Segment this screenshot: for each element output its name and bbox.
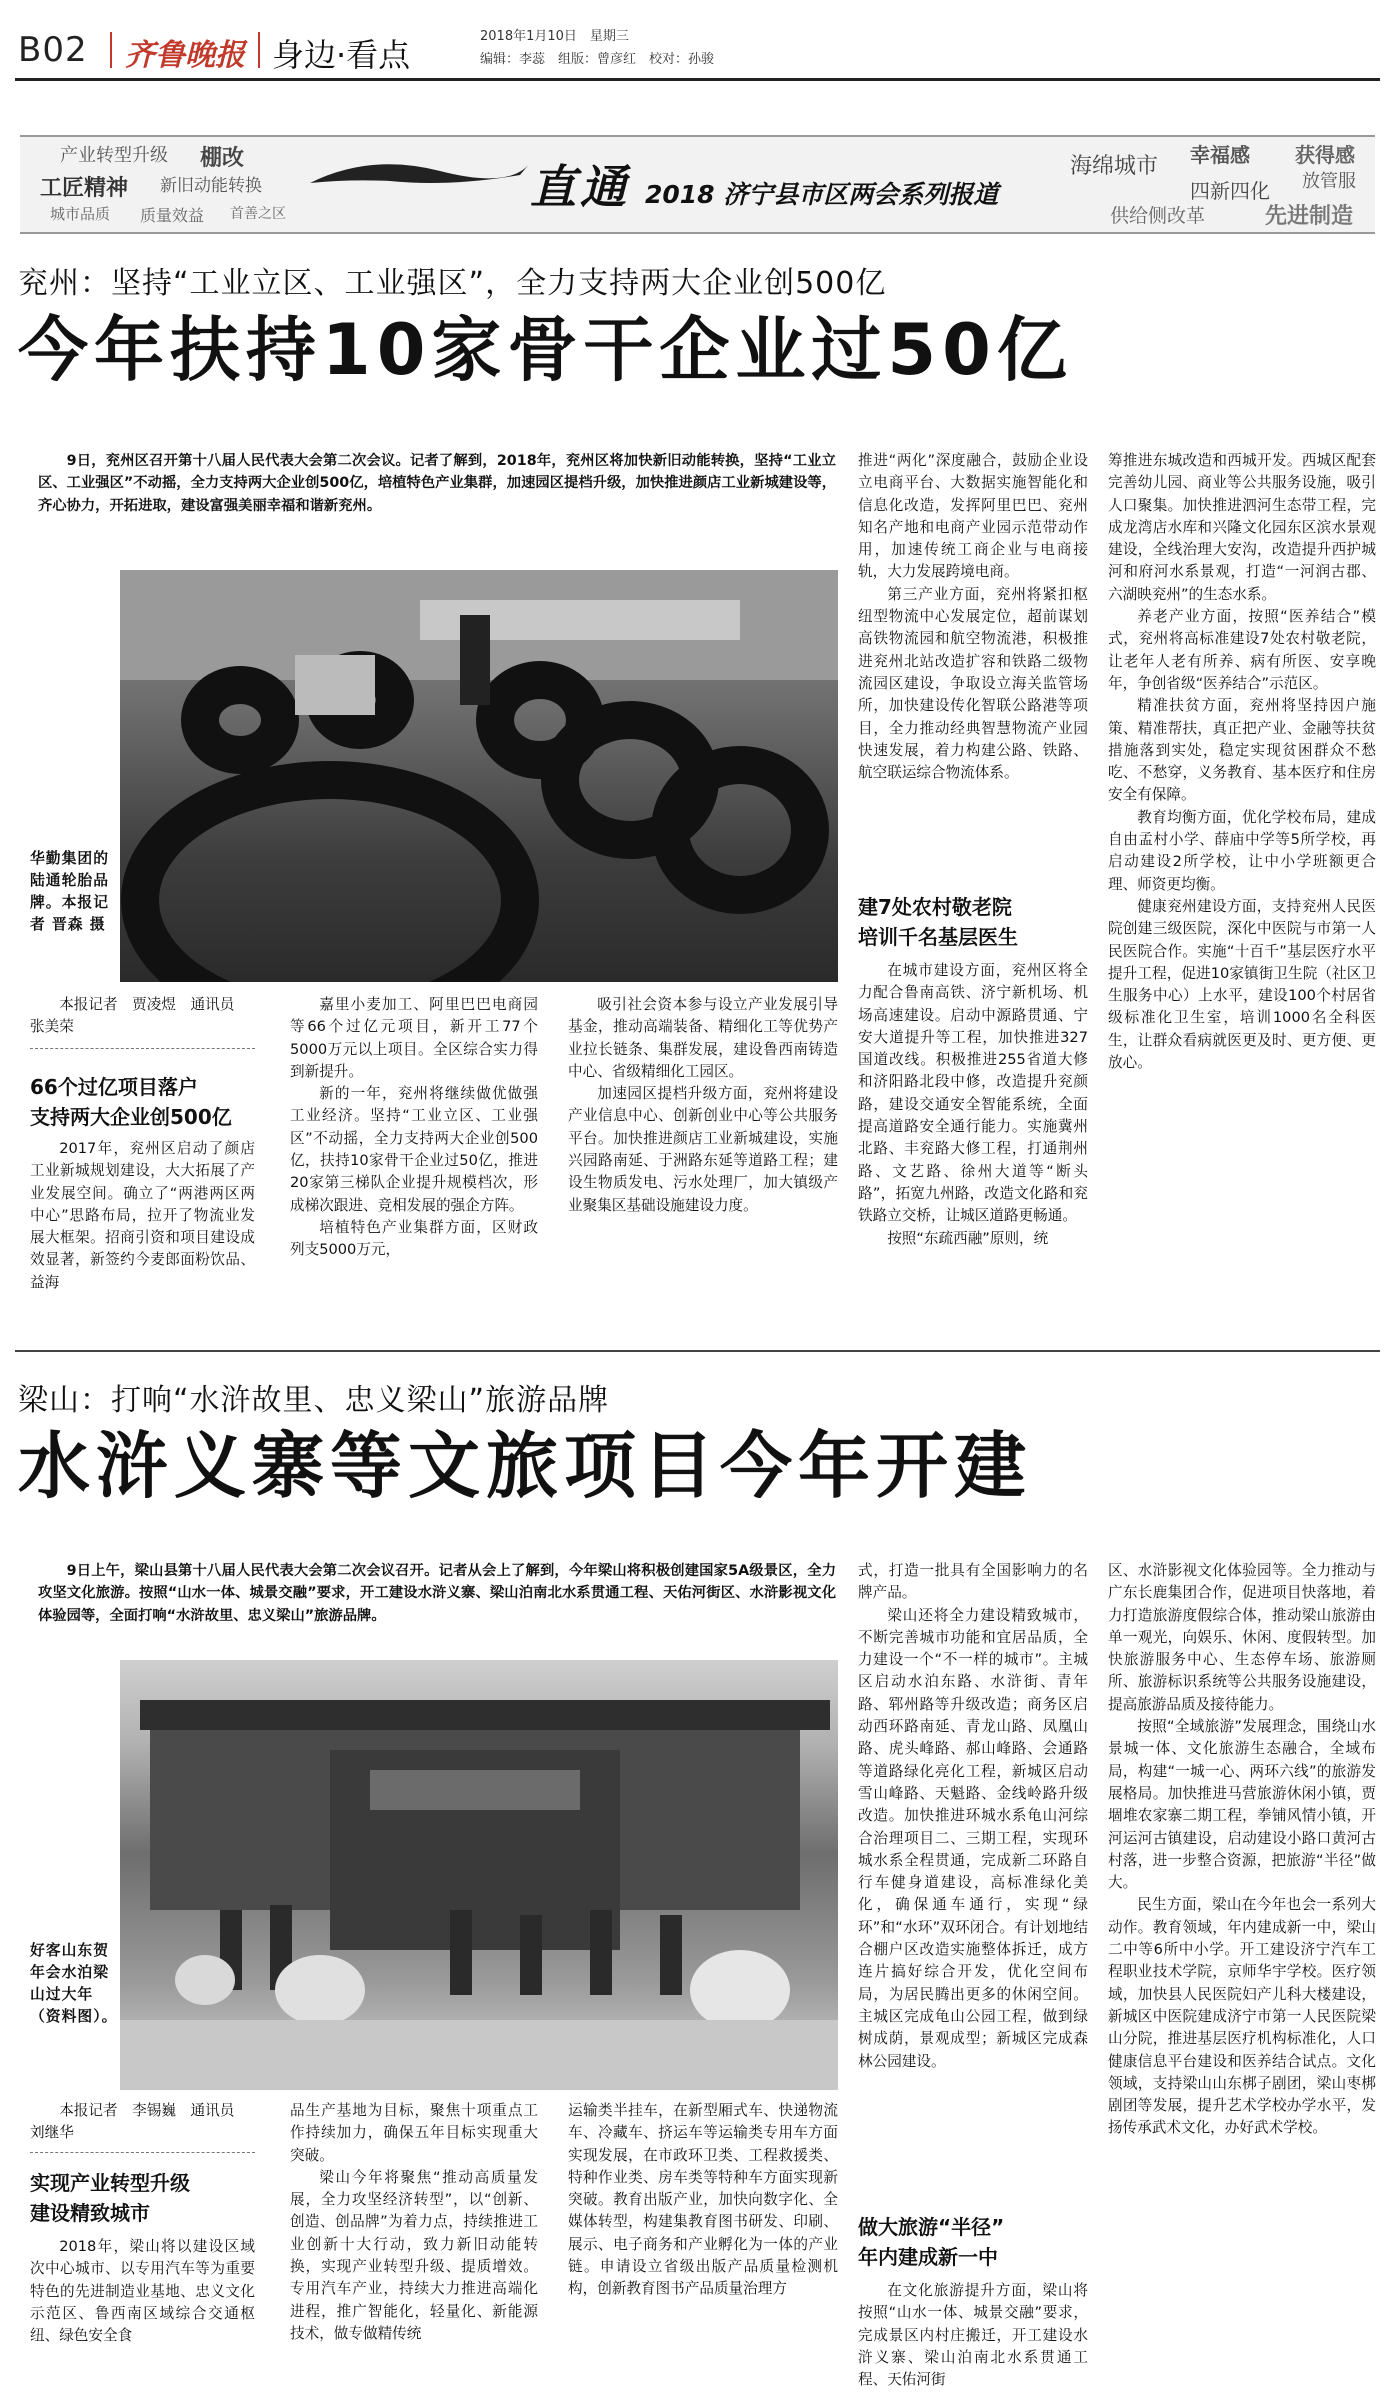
story1-kicker: 兖州：坚持“工业立区、工业强区”，全力支持两大企业创500亿 xyxy=(18,266,887,301)
story1-lead: 9日，兖州区召开第十八届人民代表大会第二次会议。记者了解到，2018年，兖州区将加快新旧动能转换，坚持“工业立区、工业强区”不动摇，全力支持两大企业创500亿，培植特色产业集群，加速园区提档升级，加快推进颜店工业新城建设等，齐心协力，开拓进取，建设富强美丽幸福和谐新兖州。 xyxy=(38,453,836,514)
page-number: B02 xyxy=(18,30,88,70)
story2-lead: 9日上午，梁山县第十八届人民代表大会第二次会议召开。记者从会上了解到，今年梁山将积极创建国家5A级景区，全力攻坚文化旅游。按照“山水一体、城景交融”要求，开工建设水浒义寨、梁山泊南北水系贯通工程、天佑河街区、水浒影视文化体验园等，全面打响“水浒故里、忠义梁山”旅游品牌。 xyxy=(38,1563,836,1624)
story2-subhead-tourism: 做大旅游“半径” 年内建成新一中 xyxy=(858,2215,1005,2269)
section-title: 身边·看点 xyxy=(272,36,411,74)
editor-credits: 编辑：李蕊 组版：曾彦红 校对：孙骏 xyxy=(480,52,715,67)
gate-lion-dance-illustration xyxy=(120,1660,838,2090)
story2-col4b: 在文化旅游提升方面，梁山将按照“山水一体、城景交融”要求，完成景区内村庄搬迁，开工建设水浒义寨、梁山泊南北水系贯通工程、天佑河街 xyxy=(858,2282,1088,2388)
page-header xyxy=(0,0,1394,80)
story2-col2: 品生产基地为目标，聚焦十项重点工作持续加力，确保五年目标实现重大突破。 梁山今年将聚焦“推动高质量发展，全力攻坚经济转型”，以“创新、创造、创品牌”为着力点，持续推进工业创新十大行动，致力新旧动能转换，实现产业转型升级、提质增效。专用汽车产业，持续大力推进高端化进程，推广智能化，轻量化、新能源技术，做专做精传统 xyxy=(290,2102,538,2342)
banner-title: 2018 济宁县市区两会系列报道 xyxy=(645,180,999,209)
story1-photo-tires xyxy=(120,570,838,982)
story1-subhead-elderly: 建7处农村敬老院 培训千名基层医生 xyxy=(858,895,1018,949)
story2-photo-liangshan xyxy=(120,1660,838,2090)
story2-col1: 2018年，梁山将以建设区域次中心城市、以专用汽车等为重要特色的先进制造业基地、忠义文化示范区、鲁西南区域综合交通枢纽、绿色安全食 xyxy=(30,2238,255,2345)
story1-col5: 筹推进东城改造和西城开发。西城区配套完善幼儿园、商业等公共服务设施，吸引人口聚集。加快推进泗河生态带工程，完成龙湾店水库和兴隆文化园东区滨水景观建设，全线治理大安沟，改造提升西护城河和府河水系景观，打造“一河润古郡、六湖映兖州”的生态水系。 养老产业方面，按照“医养结合”模式，兖州将高标准建设7处农村敬老院，让老年人老有所养、病有所医、安享晚年，争创省级“医养结合”示范区。 精准扶贫方面，兖州将坚持因户施策、精准帮扶，真正把产业、金融等扶贫措施落到实处，稳定实现贫困群众不愁吃、不愁穿，义务教育、基本医疗和住房安全有保障。 教育均衡方面，优化学校布局，建成自由孟村小学、薛庙中学等5所学校，再启动建设2所学校，让中小学班额更合理、师资更均衡。 健康兖州建设方面，支持兖州人民医院创建三级医院，深化中医院与市第一人民医院合作。实施“十百千”基层医疗水平提升工程，促进10家镇街卫生院（社区卫生服务中心）上水平，建设100个村居省级标准化卫生室，培训1000名全科医生，让群众看病就医更及时、更方便、更放心。 xyxy=(1108,452,1376,1072)
story1-col4b: 在城市建设方面，兖州区将全力配合鲁南高铁、济宁新机场、机场高速建设。启动中源路贯通、宁安大道提升等工程，加快推进327国道改线。积极推进255省道大修和济阳路北段中修，改造提升兖颜路，建设交通安全智能系统，全面提高道路安全通行能力。实施冀州北路、丰兖路大修工程，打通荆州路、文艺路、徐州大道等“断头路”，拓宽九州路，改造文化路和兖铁路立交桥，让城区道路更畅通。 按照“东疏西融”原则，统 xyxy=(858,962,1088,1247)
newspaper-logo: 齐鲁晚报 xyxy=(125,38,245,73)
story2-photo-caption: 好客山东贺年会水泊梁山过大年（资料图）。 xyxy=(30,1942,118,2025)
story1-subhead-projects: 66个过亿项目落户 支持两大企业创500亿 xyxy=(30,1075,232,1129)
story1-col1: 2017年，兖州区启动了颜店工业新城规划建设，大大拓展了产业发展空间。确立了“两港两区两中心”思路布局，拉开了物流业发展大框架。招商引资和项目建设成效显著，新签约今麦郎面粉饮品、益海 xyxy=(30,1140,255,1291)
story1-byline: 本报记者 贾凌煜 通讯员 张美荣 xyxy=(30,996,249,1035)
story1-photo-caption: 华勤集团的陆通轮胎品牌。本报记者 晋森 摄 xyxy=(30,850,109,933)
story2-kicker: 梁山：打响“水浒故里、忠义梁山”旅游品牌 xyxy=(18,1383,610,1418)
story1-col4: 推进“两化”深度融合，鼓励企业设立电商平台、大数据实施智能化和信息化改造，发挥阿里巴巴、兖州知名产地和电商产业园示范带动作用，加速传统工商企业与电商接轨，大力发展跨境电商。 第三产业方面，兖州将紧扣枢纽型物流中心发展定位，超前谋划高铁物流园和航空物流港，积极推进兖州北站改造扩容和铁路二级物流园区建设，争取设立海关监管场所，加快建设传化智联公路港等项目，全力推动经典智慧物流产业园快速发展，着力构建公路、铁路、航空联运综合物流体系。 xyxy=(858,452,1088,782)
banner-decoration xyxy=(310,153,530,193)
banner-tags-right: 海绵城市 幸福感 获得感 放管服 四新四化 供给侧改革 先进制造 xyxy=(1070,143,1356,229)
story2-byline: 本报记者 李锡巍 通讯员 刘继华 xyxy=(30,2102,249,2141)
issue-date: 2018年1月10日 星期三 xyxy=(480,29,629,44)
story1-col3: 吸引社会资本参与设立产业发展引导基金，推动高端装备、精细化工等优势产业拉长链条、集群发展，建设鲁西南铸造中心、省级精细化工园区。 加速园区提档升级方面，兖州将建设产业信息中心、创新创业中心等公共服务平台。加快推进颜店工业新城建设，实施兴园路南延、于洲路东延等道路工程；建设生物质发电、污水处理厂，加大镇级产业聚集区基础设施建设力度。 xyxy=(568,996,838,1214)
series-banner xyxy=(20,135,1375,234)
story1-col2: 嘉里小麦加工、阿里巴巴电商园等66个过亿元项目，新开工77个5000万元以上项目。全区综合实力得到新提升。 新的一年，兖州将继续做优做强工业经济。坚持“工业立区、工业强区”不动摇，全力支持两大企业创500亿，扶持10家骨干企业过50亿，推进20家第三梯队企业提升规模档次，形成梯次跟进、竞相发展的强企方阵。 培植特色产业集群方面，区财政列支5000万元， xyxy=(290,996,538,1259)
story2-col5: 区、水浒影视文化体验园等。全力推动与广东长鹿集团合作，促进项目快落地，着力打造旅游度假综合体，推动梁山旅游由单一观光，向娱乐、休闲、度假转型。加快旅游服务中心、生态停车场、旅游厕所、旅游标识系统等公共服务设施建设，提高旅游品质及接待能力。 按照“全域旅游”发展理念，围绕山水景城一体、文化旅游生态融合，全域布局，构建“一城一心、两环六线”的旅游发展格局。加快推进马营旅游休闲小镇，贾堌堆农家寨二期工程，拳铺风情小镇，开河运河古镇建设，启动建设小路口黄河古村落，进一步整合资源，把旅游“半径”做大。 民生方面，梁山在今年也会一系列大动作。教育领域，年内建成新一中，梁山二中等6所中小学。开工建设济宁汽车工程职业技术学院，京师华宇学校。医疗领域，加快县人民医院妇产儿科大楼建设，新城区中医院建成济宁市第一人民医院梁山分院，推进基层医疗机构标准化，人口健康信息平台建设和医养结合试点。文化领域，支持梁山山东梆子剧团，梁山枣梆剧团等发展，提升艺术学校办学水平，发扬传承武术文化，办好武术学校。 xyxy=(1108,1562,1376,2137)
story2-col3: 运输类半挂车，在新型厢式车、快递物流车、冷藏车、挤运车等运输类专用车方面实现发展，在市政环卫类、工程救援类、特种作业类、房车类等特种车方面实现新突破。教育出版产业，加快向数字化、全媒体转型，构建集教育图书研发、印刷、展示、电子商务和产业孵化为一体的产业链。申请设立省级出版产品质量检测机构，创新教育图书产品质量治理方 xyxy=(568,2102,838,2298)
story2-headline: 水浒义寨等文旅项目今年开建 xyxy=(18,1424,1033,1508)
banner-logo: 直通 xyxy=(530,160,630,214)
story2-subhead-upgrade: 实现产业转型升级 建设精致城市 xyxy=(30,2171,190,2225)
tire-display-illustration xyxy=(120,570,838,982)
story2-col4: 式，打造一批具有全国影响力的名牌产品。 梁山还将全力建设精致城市，不断完善城市功能和宜居品质，全力建设一个“不一样的城市”。主城区启动水泊东路、水浒街、青年路、郓州路等升级改造；商务区启动西环路南延、青龙山路、凤凰山路、虎头峰路、郝山峰路、会通路等道路绿化亮化工程，新城区启动雪山峰路、天魁路、金线岭路升级改造。加快推进环城水系龟山河综合治理项目二、三期工程，实现环城水系全程贯通，完成新二环路自行车健身道建设，高标准绿化美化，确保通车通行，实现“绿环”和“水环”双环闭合。有计划地结合棚户区改造实施整体拆迁，成方连片搞好综合开发，优化空间布局，为居民腾出更多的休闲空间。主城区完成龟山公园工程，做到绿树成荫，景观成型；新城区完成森林公园建设。 xyxy=(858,1562,1088,2070)
banner-tags-left: 产业转型升级 棚改 工匠精神 新旧动能转换 城市品质 质量效益 首善之区 xyxy=(40,145,286,225)
story1-headline: 今年扶持10家骨干企业过50亿 xyxy=(18,309,1073,391)
